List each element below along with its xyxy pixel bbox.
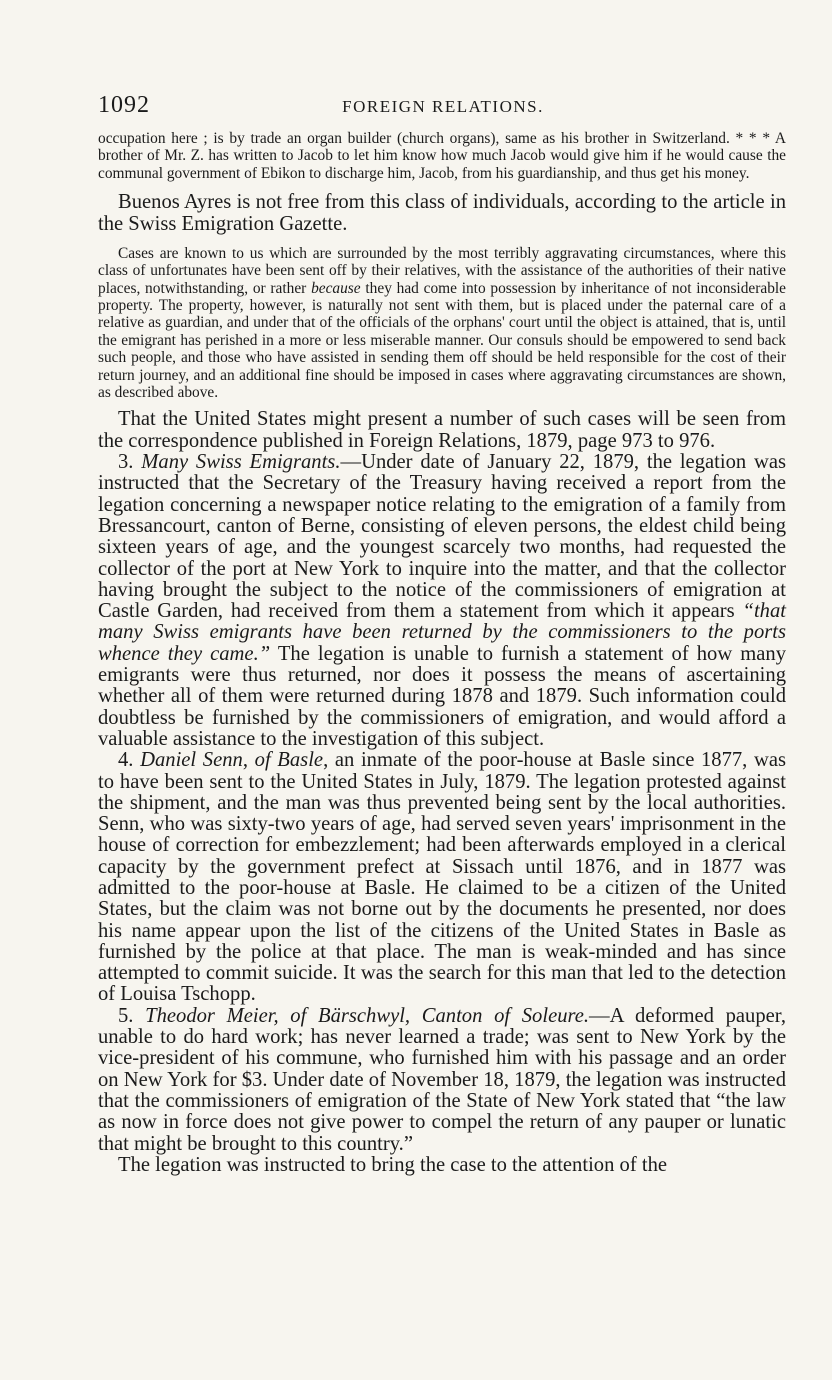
item-3-text-part1: —Under date of January 22, 1879, the legation was instructed that the Secretary of the Treasury having received a report from the legation concerning a newspaper notice relating to the emigration of a family from Bressancourt, canton of Berne, consisting of eleven persons, the eldest child being sixteen years of age, and the youngest scarcely two months, had requested the collector of the port at New York to inquire into the matter, and that the collector having brought the subject to the notice of the commissioners of emigration at Castle Garden, had received from them a statement from which it appears [98, 451, 786, 623]
item-4-name: Daniel Senn [140, 749, 243, 772]
page-body [98, 130, 786, 1176]
paragraph-legation-instructed: The legation was instructed to bring the case to the attention of the [118, 1153, 668, 1176]
item-5-theodor-meier [98, 1006, 786, 1155]
item-4-number: 4. [118, 749, 134, 772]
item-5-number: 5. [118, 1004, 134, 1027]
quoted-letter-excerpt: occupation here ; is by trade an organ builder (church organs), same as his brother in Switzerland. * * * A brother of Mr. Z. has written to Jacob to let him know how much Jacob would give him if he would cause the communal government of Ebikon to discharge him, Jacob, from his guardianship, and thus get his money. [98, 130, 786, 182]
item-3-many-swiss-emigrants [98, 452, 786, 750]
item-3-number: 3. [118, 451, 134, 474]
item-3-text-part2: The legation is unable to furnish a statement of how many emigrants were thus returned, nor does it possess the means of ascertaining whether all of them were returned during 1878 and 1879. Such information could doubtless be furnished by the commissioners of emigration, and would afford a valuable assistance to the investigation of this subject. [98, 642, 786, 750]
item-3-heading: Many Swiss Emigrants. [141, 451, 341, 474]
item-4-daniel-senn [98, 750, 786, 1006]
item-5-text: —A deformed pauper, unable to do hard work; has never learned a trade; was sent to New York by the vice-president of his commune, who furnished him with his passage and an order on New York for $3. Under date of November 18, 1879, the legation was instructed that the commissioners of emigration of the State of New York stated that “the law as now in force does not give power to compel the return of any pauper or lunatic that might be brought to this country.” [98, 1004, 786, 1155]
page-number: 1092 [98, 92, 150, 118]
item-3-quote: “that many Swiss emigrants have been returned by the commissioners to the ports whence they came.” [98, 600, 786, 665]
quoted-gazette-excerpt [98, 245, 786, 402]
item-4-place: of Basle [254, 749, 324, 772]
item-4-text: , an inmate of the poor-house at Basle since 1877, was to have been sent to the United States in July, 1879. The legation protested against the shipment, and the man was thus prevented being sent by the local authorities. Senn, who was sixty-two years of age, had served seven years' imprisonment in the house of correction for embezzlement; had been afterwards employed in a clerical capacity by the government prefect at Sissach until 1876, and in 1877 was admitted to the poor-house at Basle. He claimed to be a citizen of the United States, but the claim was not borne out by the documents he presented, nor does his name appear upon the list of the citizens of the United States in Basle as furnished by the police at that place. The man is weak-minded and has since attempted to commit suicide. It was the search for this man that led to the detection of Louisa Tschopp. [98, 749, 786, 1006]
item-5-heading: Theodor Meier, of Bärschwyl, Canton of Soleure. [145, 1004, 590, 1027]
page-header [98, 92, 788, 122]
item-4-separator: , [242, 749, 255, 772]
paragraph-buenos-ayres: Buenos Ayres is not free from this class of individuals, according to the article in the Swiss Emigration Gazette. [98, 191, 786, 235]
paragraph-united-states: That the United States might present a number of such cases will be seen from the correspondence published in Foreign Relations, 1879, page 973 to 976. [98, 408, 786, 452]
gazette-emphasis: because [311, 279, 361, 297]
running-title: FOREIGN RELATIONS. [342, 97, 544, 116]
gazette-text-part1: Cases are known to us which are surrounded by the most terribly aggravating circumstances, where this class of unfortunates have been sent off by their relatives, with the assistance of the authorities of their native places, notwithstanding, or rather [98, 244, 786, 297]
gazette-text-part2: they had come into possession by inheritance of not inconsiderable property. The property, however, is naturally not sent with them, but is placed under the paternal care of a relative as guardian, and under that of the officials of the orphans' court until the object is attained, that is, until the emigrant has perished in a more or less miserable manner. Our consuls should be empowered to send back such people, and those who have assisted in sending them off should be held responsible for the cost of their return journey, and an additional fine should be imposed in cases where aggravating circumstances are shown, as described above. [98, 279, 786, 402]
